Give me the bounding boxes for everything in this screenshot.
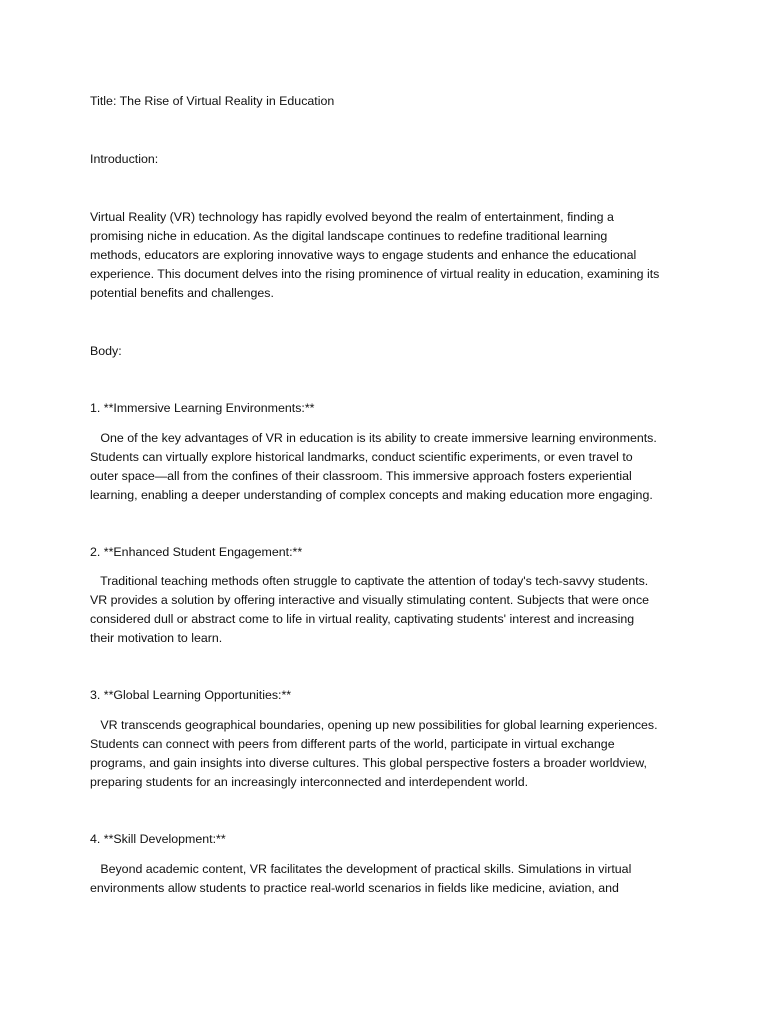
document-title: Title: The Rise of Virtual Reality in Education [90,94,335,108]
paragraph-line: potential benefits and challenges. [90,286,274,300]
paragraph-line: One of the key advantages of VR in education is its ability to create immersive learning environments. [90,431,657,445]
paragraph-line: learning, enabling a deeper understanding of complex concepts and making education more engaging. [90,488,653,502]
introduction-heading: Introduction: [90,152,159,166]
section-paragraph-3 [90,716,690,792]
paragraph-line: Beyond academic content, VR facilitates the development of practical skills. Simulations in virtual [90,862,632,876]
paragraph-line: their motivation to learn. [90,631,223,645]
introduction-paragraph [90,208,690,303]
paragraph-line: outer space—all from the confines of their classroom. This immersive approach fosters experiential [90,469,632,483]
paragraph-line: environments allow students to practice real-world scenarios in fields like medicine, aviation, and [90,881,619,895]
paragraph-line: methods, educators are exploring innovative ways to engage students and enhance the educational [90,248,637,262]
paragraph-line: experience. This document delves into the rising prominence of virtual reality in education, examining its [90,267,660,281]
paragraph-line: VR transcends geographical boundaries, opening up new possibilities for global learning experiences. [90,718,658,732]
paragraph-line: promising niche in education. As the digital landscape continues to redefine traditional learning [90,229,608,243]
section-paragraph-4 [90,860,690,898]
paragraph-line: considered dull or abstract come to life in virtual reality, captivating students' interest and increasing [90,612,635,626]
section-heading-1: 1. **Immersive Learning Environments:** [90,401,315,415]
section-paragraph-2 [90,572,690,648]
section-heading-3: 3. **Global Learning Opportunities:** [90,688,292,702]
paragraph-line: programs, and gain insights into diverse cultures. This global perspective fosters a broader worldview, [90,756,647,770]
body-heading: Body: [90,344,122,358]
section-heading-4: 4. **Skill Development:** [90,832,226,846]
paragraph-line: Traditional teaching methods often struggle to captivate the attention of today's tech-savvy students. [90,574,649,588]
paragraph-line: preparing students for an increasingly interconnected and interdependent world. [90,775,529,789]
paragraph-line: Students can virtually explore historical landmarks, conduct scientific experiments, or even travel to [90,450,633,464]
section-paragraph-1 [90,429,690,505]
paragraph-line: Virtual Reality (VR) technology has rapidly evolved beyond the realm of entertainment, finding a [90,210,614,224]
paragraph-line: VR provides a solution by offering interactive and visually stimulating content. Subjects that were once [90,593,650,607]
paragraph-line: Students can connect with peers from different parts of the world, participate in virtual exchange [90,737,615,751]
section-heading-2: 2. **Enhanced Student Engagement:** [90,545,303,559]
